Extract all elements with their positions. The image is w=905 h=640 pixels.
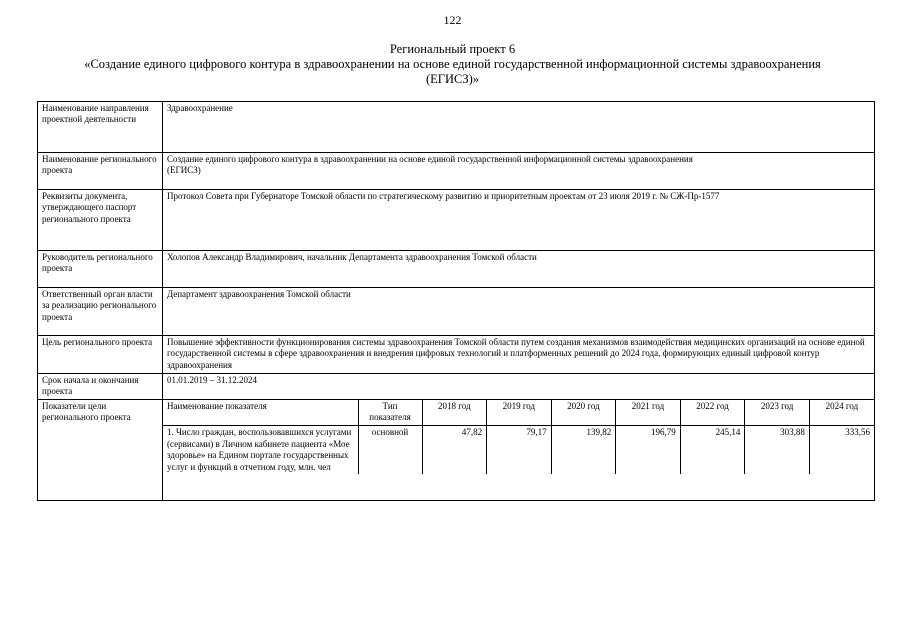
header-year: 2024 год — [809, 400, 874, 426]
header-year: 2020 год — [551, 400, 616, 426]
table-row — [38, 153, 875, 190]
row-label: Руководитель регионального проекта — [38, 251, 163, 288]
row-label: Ответственный орган власти за реализацию регионального проекта — [38, 288, 163, 336]
heading-line-1: Региональный проект 6 — [389, 42, 516, 56]
heading-line-2: «Создание единого цифрового контура в здравоохранении на основе единой государственной информационной системы здравоохранения — [84, 57, 821, 71]
row-label: Наименование направления проектной деятельности — [38, 102, 163, 153]
indicator-name: 1. Число граждан, воспользовавшихся услугами (сервисами) в Личном кабинете пациента «Мое здоровье» на Едином портале государственных услуг и функций в отчетном году, млн. чел — [163, 426, 358, 474]
page-number: 122 — [443, 13, 462, 27]
indicator-value: 333,56 — [809, 426, 874, 474]
row-value: Здравоохранение — [163, 102, 875, 153]
indicator-value: 139,82 — [551, 426, 616, 474]
row-value: Холопов Александр Владимирович, начальник Департамента здравоохранения Томской области — [163, 251, 875, 288]
row-value — [163, 153, 875, 190]
indicator-type: основной — [358, 426, 422, 474]
header-indicator-type: Тип показателя — [358, 400, 422, 426]
indicators-cell — [163, 399, 875, 500]
header-year: 2018 год — [422, 400, 487, 426]
row-value-text: Создание единого цифрового контура в здравоохранении на основе единой государственной информационной системы здравоохранения (ЕГИСЗ) — [167, 154, 693, 176]
row-label: Реквизиты документа, утверждающего паспорт регионального проекта — [38, 190, 163, 251]
row-value: Департамент здравоохранения Томской области — [163, 288, 875, 336]
table-row — [38, 288, 875, 336]
row-label: Срок начала и окончания проекта — [38, 374, 163, 400]
indicator-value: 47,82 — [422, 426, 487, 474]
heading-line-3: (ЕГИСЗ)» — [425, 72, 480, 86]
table-row — [38, 374, 875, 400]
table-row — [38, 336, 875, 374]
indicator-value: 245,14 — [680, 426, 745, 474]
indicator-row — [163, 426, 874, 474]
indicators-table — [163, 400, 874, 474]
indicators-header-row — [163, 400, 874, 426]
document-heading — [40, 42, 865, 87]
header-year: 2021 год — [616, 400, 681, 426]
table-row — [38, 251, 875, 288]
header-year: 2022 год — [680, 400, 745, 426]
indicator-value: 79,17 — [487, 426, 552, 474]
table-row — [38, 399, 875, 500]
row-value: 01.01.2019 – 31.12.2024 — [163, 374, 875, 400]
row-value — [163, 190, 875, 251]
indicator-value: 196,79 — [616, 426, 681, 474]
indicator-value: 303,88 — [745, 426, 810, 474]
row-label: Показатели цели регионального проекта — [38, 399, 163, 500]
header-indicator-name: Наименование показателя — [163, 400, 358, 426]
row-value: Повышение эффективности функционирования системы здравоохранения Томской области путем создания механизмов взаимодействия медицинских организаций на основе единой государственной системы в сфере здравоохранения и внедрения цифровых технологий и платформенных решений до 2024 года, формирующих единый цифровой контур здравоохранения — [163, 336, 875, 374]
project-passport-table — [37, 101, 875, 501]
row-value-text: Протокол Совета при Губернаторе Томской области по стратегическому развитию и приоритетным проектам от 23 июля 2019 г. № СЖ-Пр-1577 — [167, 191, 720, 201]
table-row — [38, 102, 875, 153]
table-row — [38, 190, 875, 251]
row-label: Цель регионального проекта — [38, 336, 163, 374]
row-label: Наименование регионального проекта — [38, 153, 163, 190]
header-year: 2019 год — [487, 400, 552, 426]
header-year: 2023 год — [745, 400, 810, 426]
